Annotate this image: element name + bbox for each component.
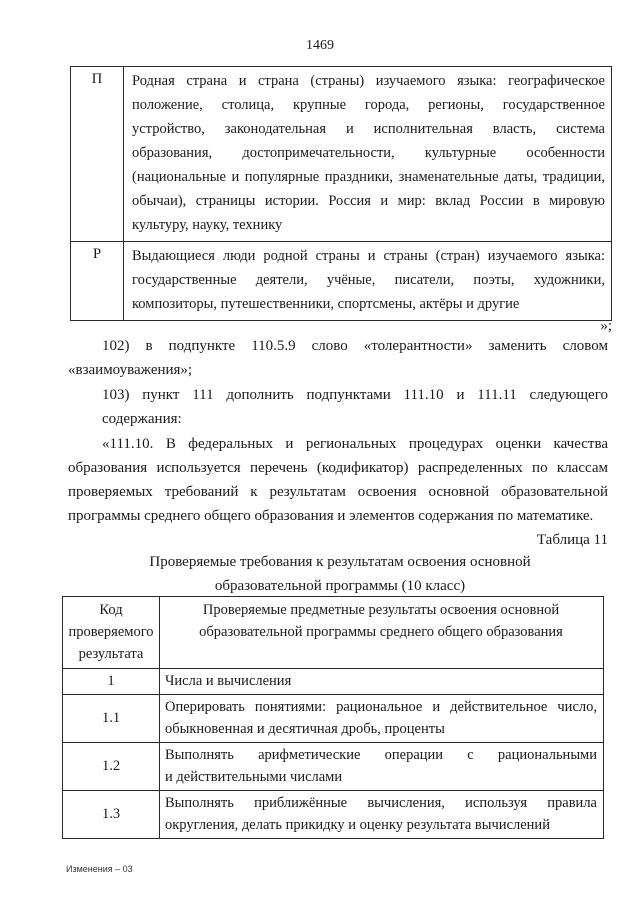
closing-quote: »; [600,318,612,334]
row-code: 1 [63,669,160,695]
row-text: Оперировать понятиями: рациональное и действительное число, обыкновенная и десятичная дробь, проценты [160,695,604,743]
table-row [71,67,612,242]
row-code: Р [71,242,124,321]
row-text: Выполнять арифметические операции с рациональными и действительными числами [160,743,604,791]
row-code: П [71,67,124,242]
row-text: Числа и вычисления [160,669,604,695]
paragraph-102: 102) в подпункте 110.5.9 слово «толерантности» заменить словом «взаимоуважения»; [68,338,608,378]
requirements-table [62,596,604,839]
paragraph-111-10: «111.10. В федеральных и региональных процедурах оценки качества образования используется перечень (кодификатор) распределенных по классам проверяемых требований к результатам освоения основной образовательной программы среднего общего образования и элементов содержания по математике. [68,436,608,524]
row-text: Выполнять приближённые вычисления, используя правила округления, делать прикидку и оценку результата вычислений [160,791,604,839]
table-row [71,242,612,321]
row-code: 1.1 [63,695,160,743]
table-label: Таблица 11 [536,532,608,548]
page-number: 1469 [306,38,334,53]
table-row [63,669,604,695]
row-code: 1.2 [63,743,160,791]
row-code: 1.3 [63,791,160,839]
paragraph-103: 103) пункт 111 дополнить подпунктами 111.10 и 111.11 следующего содержания: [102,387,608,427]
footer-note: Изменения – 03 [66,864,133,874]
table-title: Проверяемые требования к результатам освоения основной образовательной программы (10 класс) [149,554,531,594]
table-row [63,791,604,839]
table-header-row [63,597,604,669]
header-text: Проверяемые предметные результаты освоения основной образовательной программы среднего общего образования [160,597,604,669]
table-row [63,695,604,743]
row-text: Родная страна и страна (страны) изучаемого языка: географическое положение, столица, крупные города, регионы, государственное устройство, законодательная и исполнительная власть, система образования, достопримечательности, культурные особенности (национальные и популярные праздники, знаменательные даты, традиции, обычаи), страницы истории. Россия и мир: вклад России в мировую культуру, науку, технику [124,67,612,242]
table-row [63,743,604,791]
row-text: Выдающиеся люди родной страны и страны (стран) изучаемого языка: государственные деятели, учёные, писатели, поэты, художники, композиторы, путешественники, спортсмены, актёры и другие [124,242,612,321]
theme-table [70,66,612,321]
header-code: Код проверяемого результата [63,597,160,669]
